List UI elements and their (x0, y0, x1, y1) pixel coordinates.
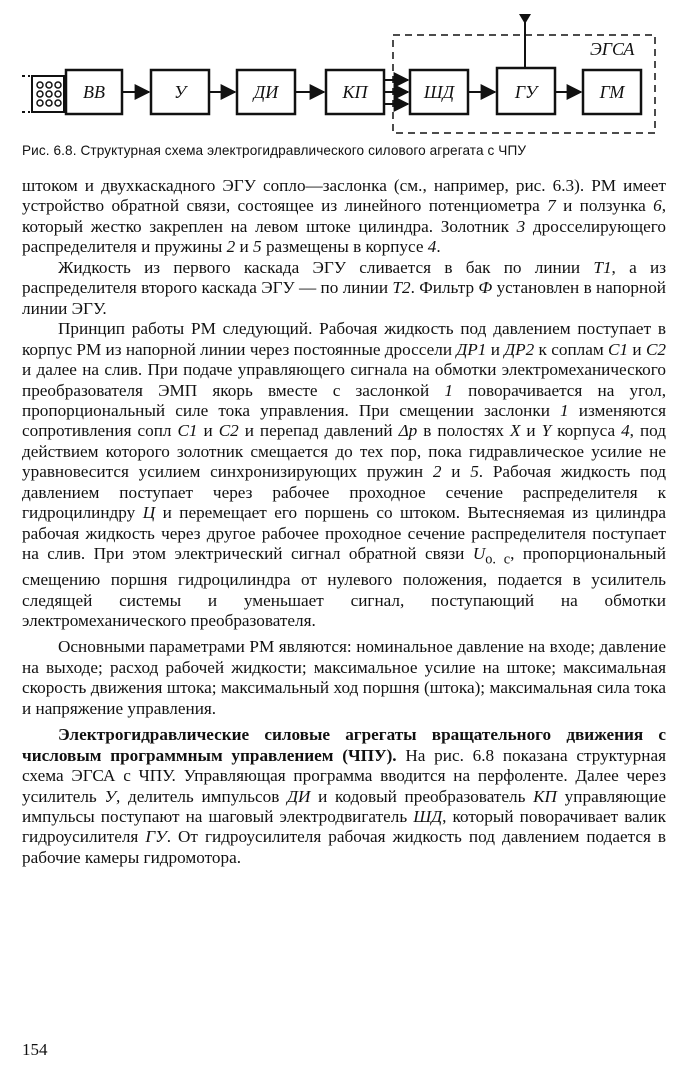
paragraph-4: Основными параметрами РМ являются: номинальное давление на входе; давление на выходе; расход рабочей жидкости; максимальное усилие на штоке; максимальная скорость движения штока; максимальный ход поршня (штока); максимальная сила тока и напряжение управления. (22, 637, 666, 718)
punched-tape-icon (22, 76, 64, 112)
page-number: 154 (22, 1040, 48, 1059)
block-di (237, 70, 295, 114)
block-kp-label: КП (342, 82, 368, 102)
figure-caption: Рис. 6.8. Структурная схема электрогидравлического силового агрегата с ЧПУ (22, 143, 527, 158)
structural-diagram (0, 0, 681, 150)
block-di-label: ДИ (253, 82, 279, 102)
body-text (22, 176, 666, 868)
paragraph-3: Принцип работы РМ следующий. Рабочая жидкость под давлением поступает в корпус РМ из напорной линии через постоянные дроссели ДР1 и ДР2 к соплам С1 и С2 и далее на слив. При подаче управляющего сигнала на обмотки электромеханического преобразователя ЭМП якорь вместе с заслонкой 1 поворачивается на угол, пропорциональный силе тока управления. При смещении заслонки 1 изменяются сопротивления сопл С1 и С2 и перепад давлений Δр в полостях X и Y корпуса 4, под действием которого золотник смещается до тех пор, пока гидравлическое усилие не уравновесится усилием синхронизирующих пружин 2 и 5. Рабочая жидкость под давлением поступает через рабочее проходное сечение распределителя к гидроцилиндру Ц и перемещает его поршень со штоком. Вытесняемая из цилиндра рабочая жидкость через другое рабочее проходное сечение распределителя поступает на слив. При этом электрический сигнал обратной связи $U_{о. с}$, пропорциональный смещению поршня гидроцилиндра от нулевого положения, подается в усилитель следящей системы и уменьшает сигнал, поступающий на обмотки электромеханического преобразователя. (22, 319, 666, 630)
antenna-icon (519, 14, 531, 68)
section-heading: Электрогидравлические силовые агрегаты вращательного движения с числовым программным управлением (ЧПУ). (22, 725, 666, 765)
paragraph-2: Жидкость из первого каскада ЭГУ сливается в бак по линии Т1, а из распределителя второго каскада ЭГУ — по линии Т2. Фильтр Ф установлен в напорной линии ЭГУ. (22, 257, 667, 318)
block-gm (583, 70, 641, 114)
block-gu-label: ГУ (514, 82, 538, 102)
block-u (151, 70, 209, 114)
block-shd-label: ШД (423, 82, 455, 102)
block-vv-label: ВВ (83, 82, 105, 102)
block-gm-label: ГМ (599, 82, 625, 102)
egsa-group-label: ЭГСА (590, 39, 635, 59)
block-u-label: У (173, 82, 187, 102)
block-gu (497, 68, 555, 114)
block-vv (66, 70, 122, 114)
paragraph-1: штоком и двухкаскадного ЭГУ сопло—заслонка (см., например, рис. 6.3). РМ имеет устройство обратной связи, состоящее из линейного потенциометра 7 и ползунка 6, который жестко закреплен на левом штоке цилиндра. Золотник 3 дросселирующего распределителя и пружины 2 и 5 размещены в корпусе 4. (22, 176, 667, 257)
block-shd (410, 70, 468, 114)
paragraph-5: Электрогидравлические силовые агрегаты вращательного движения с числовым программным управлением (ЧПУ). На рис. 6.8 показана структурная схема ЭГСА с ЧПУ. Управляющая программа вводится на перфоленте. Далее через усилитель У, делитель импульсов ДИ и кодовый преобразователь КП управляющие импульсы поступают на шаговый электродвигатель ШД, который поворачивает валик гидроусилителя ГУ. От гидроусилителя рабочая жидкость под давлением подается в рабочие камеры гидромотора. (22, 725, 667, 867)
block-kp (326, 70, 384, 114)
